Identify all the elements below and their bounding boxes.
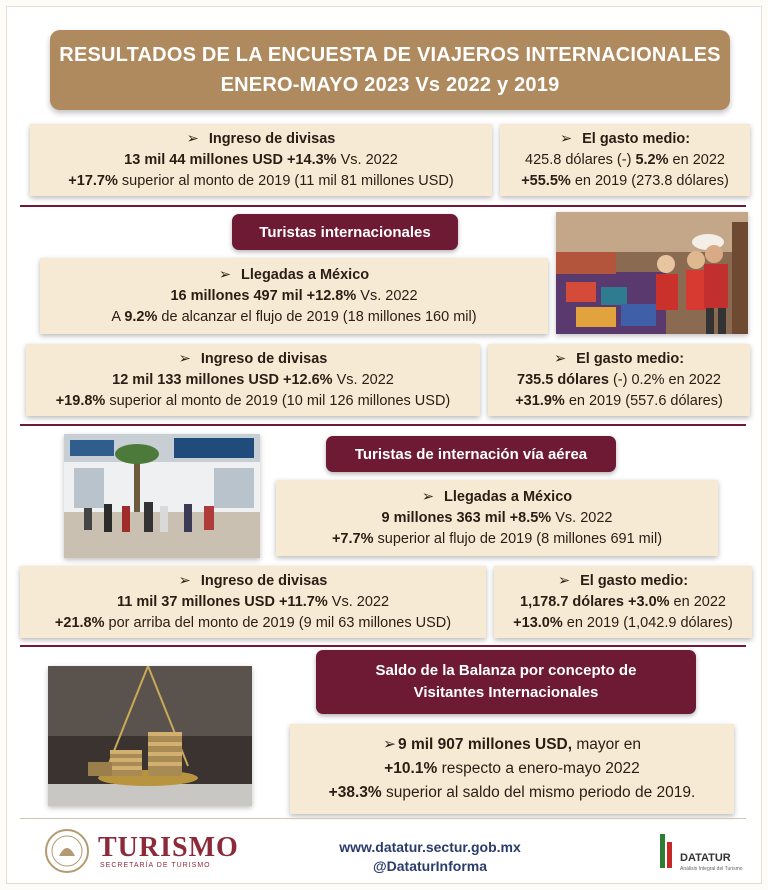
card-title: Ingreso de divisas <box>200 350 328 367</box>
main-value: 11 mil 37 millones USD <box>116 593 275 610</box>
section-pill-turistas <box>232 214 458 250</box>
card-title: Llegadas a México <box>444 488 573 505</box>
main-suffix: en 2022 <box>664 371 721 388</box>
line-2019: en 2019 (557.6 dólares) <box>564 392 723 409</box>
turistas-ingreso-card <box>26 344 480 416</box>
main-value: 16 millones 497 mil <box>170 287 303 304</box>
main-pct: +14.3% <box>286 151 337 168</box>
line-2019: superior al monto de 2019 (10 mil 126 millones USD) <box>105 392 451 409</box>
card-title: El gasto medio: <box>576 350 685 367</box>
main-value: 425.8 dólares (-) <box>525 151 632 168</box>
main-suffix: Vs. 2022 <box>327 593 390 610</box>
section-divider <box>20 645 746 647</box>
arrow-icon: ➢ <box>186 130 199 147</box>
line-2019: en 2019 (273.8 dólares) <box>570 172 729 189</box>
aerea-ingreso-card <box>20 566 486 638</box>
turistas-llegadas-card <box>40 258 548 334</box>
main-pct: +11.7% <box>274 593 328 610</box>
footer-links <box>320 838 540 876</box>
section-divider <box>20 424 746 426</box>
header-title-line1: RESULTADOS DE LA ENCUESTA DE VIAJEROS INTERNACIONALES <box>59 44 721 66</box>
line-2019: superior al saldo del mismo periodo de 2019. <box>381 784 696 801</box>
card-title: Llegadas a México <box>241 266 370 283</box>
main-suffix: Vs. 2022 <box>336 151 398 168</box>
market-photo <box>556 212 748 334</box>
market-photo-illustration <box>556 212 748 334</box>
main-suffix: Vs. 2022 <box>551 509 613 526</box>
main-value: 735.5 dólares <box>517 371 609 388</box>
line-prefix: A <box>111 308 125 325</box>
main-suffix: en 2022 <box>669 593 726 610</box>
main-value: 13 mil 44 millones USD <box>124 151 283 168</box>
mexico-seal-icon <box>44 828 90 874</box>
line-2019: de alcanzar el flujo de 2019 (18 millones 160 mil) <box>157 308 477 325</box>
main-value: 1,178.7 dólares +3.0% <box>520 593 670 610</box>
arrow-icon: ➢ <box>421 488 434 505</box>
pct-2019: 9.2% <box>124 308 158 325</box>
turismo-logo: TURISMO <box>98 832 239 863</box>
main-pct: +8.5% <box>505 509 552 526</box>
section-pill-balanza <box>316 650 696 714</box>
line-2022: respecto a enero-mayo 2022 <box>437 760 640 777</box>
pill-label-line2: Visitantes Internacionales <box>413 684 599 701</box>
pct-2019: +13.0% <box>513 614 563 631</box>
pct-2019: +19.8% <box>55 392 106 409</box>
arrow-icon: ➢ <box>178 572 191 589</box>
line-2019: superior al monto de 2019 (11 mil 81 millones USD) <box>117 172 454 189</box>
airport-photo-illustration <box>64 434 260 558</box>
pill-label: Turistas de internación vía aérea <box>354 445 588 463</box>
arrow-icon: ➢ <box>559 130 573 147</box>
turismo-logo-sub: SECRETARÍA DE TURISMO <box>100 862 211 869</box>
section-divider <box>20 205 746 207</box>
balanza-card <box>290 724 734 814</box>
pct-2019: +17.7% <box>68 172 118 189</box>
website-link[interactable]: www.datatur.sectur.gob.mx <box>339 839 521 855</box>
line-2019: por arriba del monto de 2019 (9 mil 63 millones USD) <box>104 614 452 631</box>
airport-photo <box>64 434 260 558</box>
balanza-value: 9 mil 907 millones USD, <box>398 736 573 753</box>
main-value: 12 mil 133 millones USD <box>112 371 279 388</box>
datatur-logo-text: DATATUR <box>680 852 731 864</box>
main-pct: 5.2% <box>631 151 669 168</box>
datatur-logo-sub: Análisis Integral del Turismo <box>680 866 743 872</box>
coins-scale-photo <box>48 666 252 806</box>
main-suffix: Vs. 2022 <box>356 287 418 304</box>
pct-2022: +10.1% <box>384 760 438 777</box>
header-banner <box>50 30 730 110</box>
pct-2019: +21.8% <box>54 614 105 631</box>
main-pct: +12.6% <box>278 371 333 388</box>
pct-2019: +7.7% <box>331 530 374 547</box>
section-pill-aerea <box>326 436 616 472</box>
main-suffix: Vs. 2022 <box>332 371 394 388</box>
pill-label: Turistas internacionales <box>259 223 431 241</box>
main-suffix: en 2022 <box>668 151 725 168</box>
arrow-icon: ➢ <box>383 736 397 753</box>
pct-2019: +38.3% <box>328 784 382 801</box>
aerea-gasto-card <box>494 566 752 638</box>
pill-label-line1: Saldo de la Balanza por concepto de <box>375 662 637 679</box>
social-handle[interactable]: @DataturInforma <box>373 858 487 874</box>
balanza-value-suffix: mayor en <box>572 736 641 753</box>
arrow-icon: ➢ <box>178 350 191 367</box>
card-title: El gasto medio: <box>582 130 691 147</box>
arrow-icon: ➢ <box>553 350 567 367</box>
totals-ingreso-card <box>30 124 492 196</box>
main-mid: (-) 0.2% <box>608 371 665 388</box>
main-value: 9 millones 363 mil <box>381 509 506 526</box>
arrow-icon: ➢ <box>218 266 231 283</box>
card-title: Ingreso de divisas <box>208 130 336 147</box>
coins-scale-illustration <box>48 666 252 806</box>
main-pct: +12.8% <box>302 287 357 304</box>
arrow-icon: ➢ <box>557 572 571 589</box>
turistas-gasto-card <box>488 344 750 416</box>
pct-2019: +31.9% <box>515 392 565 409</box>
header-title-line2: ENERO-MAYO 2023 Vs 2022 y 2019 <box>220 74 560 96</box>
footer-divider <box>20 818 746 819</box>
card-title: Ingreso de divisas <box>200 572 328 589</box>
aerea-llegadas-card <box>276 480 718 556</box>
pct-2019: +55.5% <box>521 172 571 189</box>
line-2019: superior al flujo de 2019 (8 millones 691 mil) <box>373 530 663 547</box>
totals-gasto-card <box>500 124 750 196</box>
card-title: El gasto medio: <box>580 572 689 589</box>
line-2019: en 2019 (1,042.9 dólares) <box>562 614 733 631</box>
